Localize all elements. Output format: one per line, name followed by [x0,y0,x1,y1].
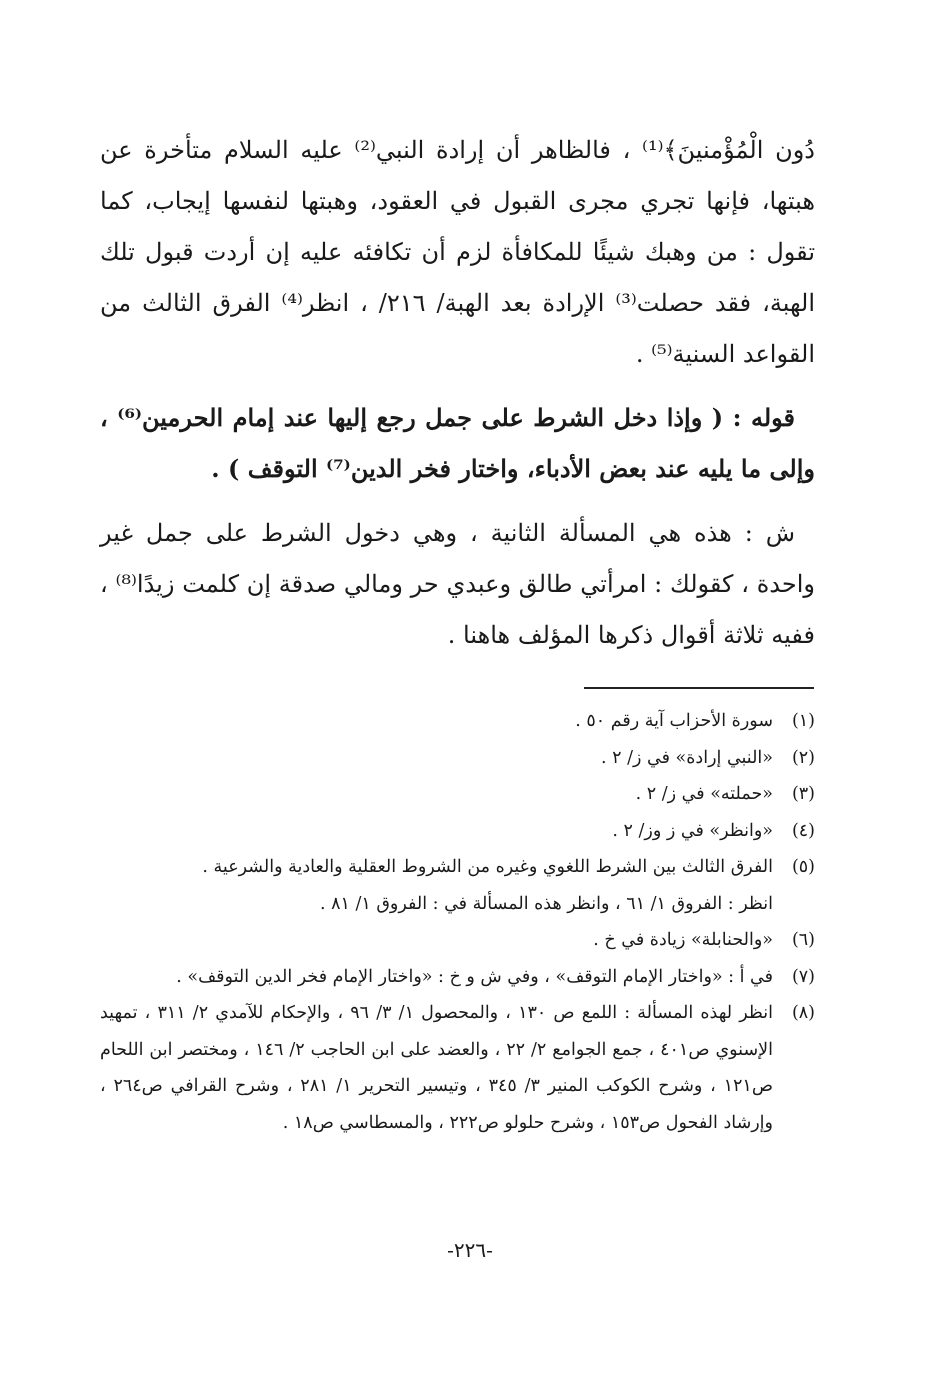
footnote-text: انظر : الفروق ١/ ٦١ ، وانظر هذه المسألة في : الفروق ١/ ٨١ . [319,893,773,914]
footnote-number: (٨) [791,1003,815,1023]
footnote-number: (٤) [791,820,815,841]
footnote-number: (٧) [791,966,815,987]
footnote-text: «حملته» في ز/ ٢ . [635,784,773,804]
footnote-item [100,922,815,959]
footnote-item [100,849,815,922]
paragraph-1: دُون الْمُؤْمنينَ﴾⁽¹⁾ ، فالظاهر أن إرادة النبي⁽²⁾ عليه السلام متأخرة عن هبتها، فإنها تجري مجرى القبول في العقود، وهبتها لنفسها إيجاب، كما تقول : من وهبك شيئًا للمكافأة لزم أن تكافئه عليه إن أردت قبول تلك الهبة، فقد حصلت⁽³⁾ الإرادة بعد الهبة/ ٢١٦/ ، انظر⁽⁴⁾ الفرق الثالث من القواعد السنية⁽⁵⁾ . [100,136,815,368]
footnote-text: في أ : «واختار الإمام التوقف» ، وفي ش و خ : «واختار الإمام فخر الدين التوقف» . [176,966,773,987]
footnote-number: (٥) [791,857,815,877]
footnote-number: (١) [791,711,815,731]
paragraph-2-quote: قوله : ( وإذا دخل الشرط على جمل رجع إليها عند إمام الحرمين⁽⁶⁾ ، وإلى ما يليه عند بعض الأدباء، واختار فخر الدين⁽⁷⁾ التوقف ) . [100,403,815,483]
footnote-item [100,776,815,813]
footnote-separator [584,687,814,689]
footnote-item [100,703,815,740]
footnote-item [100,995,815,1141]
footnote-text: سورة الأحزاب آية رقم ٥٠ . [575,711,773,731]
footnotes [100,703,815,1141]
footnote-text: «وانظر» في ز وز/ ٢ . [612,820,773,841]
page-number: -٢٢٦- [447,1238,493,1262]
footnote-number: (٦) [791,930,815,950]
footnote-text: «والحنابلة» زيادة في خ . [593,930,773,950]
main-text [100,125,815,661]
footnote-number: (٣) [791,784,815,804]
footnote-item [100,740,815,777]
footnote-text: انظر لهذه المسألة : اللمع ص ١٣٠ ، والمحصول ١/ ٣/ ٩٦ ، والإحكام للآمدي ٢/ ٣١١ ، تمهيد الإسنوي ص٤٠١ ، جمع الجوامع ٢/ ٢٢ ، والعضد على ابن الحاجب ٢/ ١٤٦ ، ومختصر ابن اللحام ص١٢١ ، وشرح الكوكب المنير ٣/ ٣٤٥ ، وتيسير التحرير ١/ ٢٨١ ، وشرح القرافي ص٢٦٤ ، وإرشاد الفحول ص١٥٣ ، وشرح حلولو ص٢٢٢ ، والمسطاسي ص١٨ . [100,1003,774,1133]
footnote-text: «النبي إرادة» في ز/ ٢ . [601,747,773,768]
footnote-text: الفرق الثالث بين الشرط اللغوي وغيره من الشروط العقلية والعادية والشرعية . [202,857,773,877]
footnote-item [100,813,815,850]
footnote-item [100,959,815,996]
footnote-number: (٢) [791,747,815,768]
paragraph-3: ش : هذه هي المسألة الثانية ، وهي دخول الشرط على جمل غير واحدة ، كقولك : امرأتي طالق وعبدي حر ومالي صدقة إن كلمت زيدًا⁽⁸⁾ ، ففيه ثلاثة أقوال ذكرها المؤلف هاهنا . [100,519,815,649]
